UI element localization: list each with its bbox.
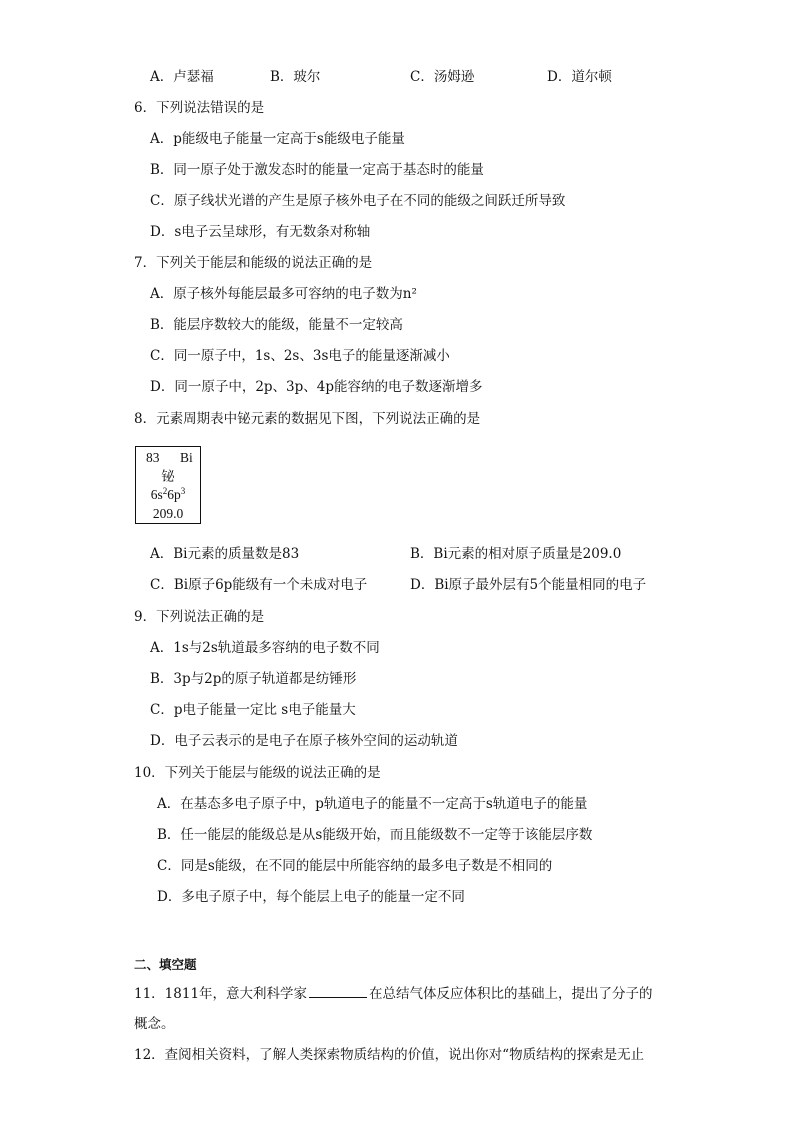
q8-option-b: B．Bi元素的相对原子质量是209.0 xyxy=(410,546,622,562)
q8-stem: 8．元素周期表中铋元素的数据见下图，下列说法正确的是 xyxy=(134,411,481,427)
q10-option-d: D．多电子原子中，每个能层上电子的能量一定不同 xyxy=(157,889,465,905)
q6-option-b: B．同一原子处于激发态时的能量一定高于基态时的能量 xyxy=(150,162,484,178)
q5-option-b: B．玻尔 xyxy=(270,69,321,85)
q5-option-a: A．卢瑟福 xyxy=(150,69,214,85)
q9-option-d: D．电子云表示的是电子在原子核外空间的运动轨道 xyxy=(150,733,458,749)
q7-option-a: A．原子核外每能层最多可容纳的电子数为n² xyxy=(150,286,417,302)
q8-option-d: D．Bi原子最外层有5个能量相同的电子 xyxy=(410,577,647,593)
q8-option-c: C．Bi原子6p能级有一个未成对电子 xyxy=(150,577,368,593)
config-6p-sup: 3 xyxy=(180,486,186,496)
q11-line1 xyxy=(134,984,653,1003)
q10-option-a: A．在基态多电子原子中，p轨道电子的能量不一定高于s轨道电子的能量 xyxy=(157,796,588,812)
electron-configuration xyxy=(136,487,200,503)
q11-text-after: 在总结气体反应体积比的基础上，提出了分子的 xyxy=(369,986,653,1002)
q7-option-d: D．同一原子中，2p、3p、4p能容纳的电子数逐渐增多 xyxy=(150,379,483,395)
q7-option-c: C．同一原子中，1s、2s、3s电子的能量逐渐减小 xyxy=(150,348,450,364)
q9-option-a: A．1s与2s轨道最多容纳的电子数不同 xyxy=(150,640,380,656)
section-heading-fill-blank: 二、填空题 xyxy=(134,957,197,972)
q10-stem: 10．下列关于能层与能级的说法正确的是 xyxy=(134,765,381,781)
q9-option-b: B．3p与2p的原子轨道都是纺锤形 xyxy=(150,671,357,687)
q9-option-c: C．p电子能量一定比 s电子能量大 xyxy=(150,702,356,718)
q12-text: 12．查阅相关资料，了解人类探索物质结构的价值，说出你对“物质结构的探索是无止 xyxy=(134,1047,645,1063)
config-6s: 6s xyxy=(150,487,163,502)
element-name: 铋 xyxy=(161,469,175,484)
q5-option-c: C．汤姆逊 xyxy=(410,69,475,85)
q7-option-b: B．能层序数较大的能级，能量不一定较高 xyxy=(150,317,403,333)
q9-stem: 9．下列说法正确的是 xyxy=(134,609,265,625)
q11-text-before: 11．1811年，意大利科学家 xyxy=(134,986,308,1002)
q10-option-b: B．任一能层的能级总是从s能级开始，而且能级数不一定等于该能层序数 xyxy=(157,827,593,843)
q10-option-c: C．同是s能级，在不同的能层中所能容纳的最多电子数是不相同的 xyxy=(157,858,553,874)
q5-option-d: D．道尔顿 xyxy=(547,69,612,85)
q11-line2: 概念。 xyxy=(134,1016,175,1032)
q8-option-a: A．Bi元素的质量数是83 xyxy=(150,546,300,562)
atomic-number: 83 xyxy=(146,450,160,465)
atomic-mass: 209.0 xyxy=(152,506,184,521)
q6-option-d: D．s电子云呈球形，有无数条对称轴 xyxy=(150,224,371,240)
q7-stem: 7．下列关于能层和能级的说法正确的是 xyxy=(134,255,373,271)
q6-option-c: C．原子线状光谱的产生是原子核外电子在不同的能级之间跃迁所导致 xyxy=(150,193,566,209)
element-symbol: Bi xyxy=(180,450,193,465)
config-6s-sup: 2 xyxy=(162,486,168,496)
q6-stem: 6．下列说法错误的是 xyxy=(134,100,265,116)
bismuth-element-card xyxy=(135,446,201,524)
q11-answer-blank[interactable] xyxy=(309,984,367,998)
config-6p: 6p xyxy=(167,487,181,502)
q6-option-a: A．p能级电子能量一定高于s能级电子能量 xyxy=(150,131,405,147)
